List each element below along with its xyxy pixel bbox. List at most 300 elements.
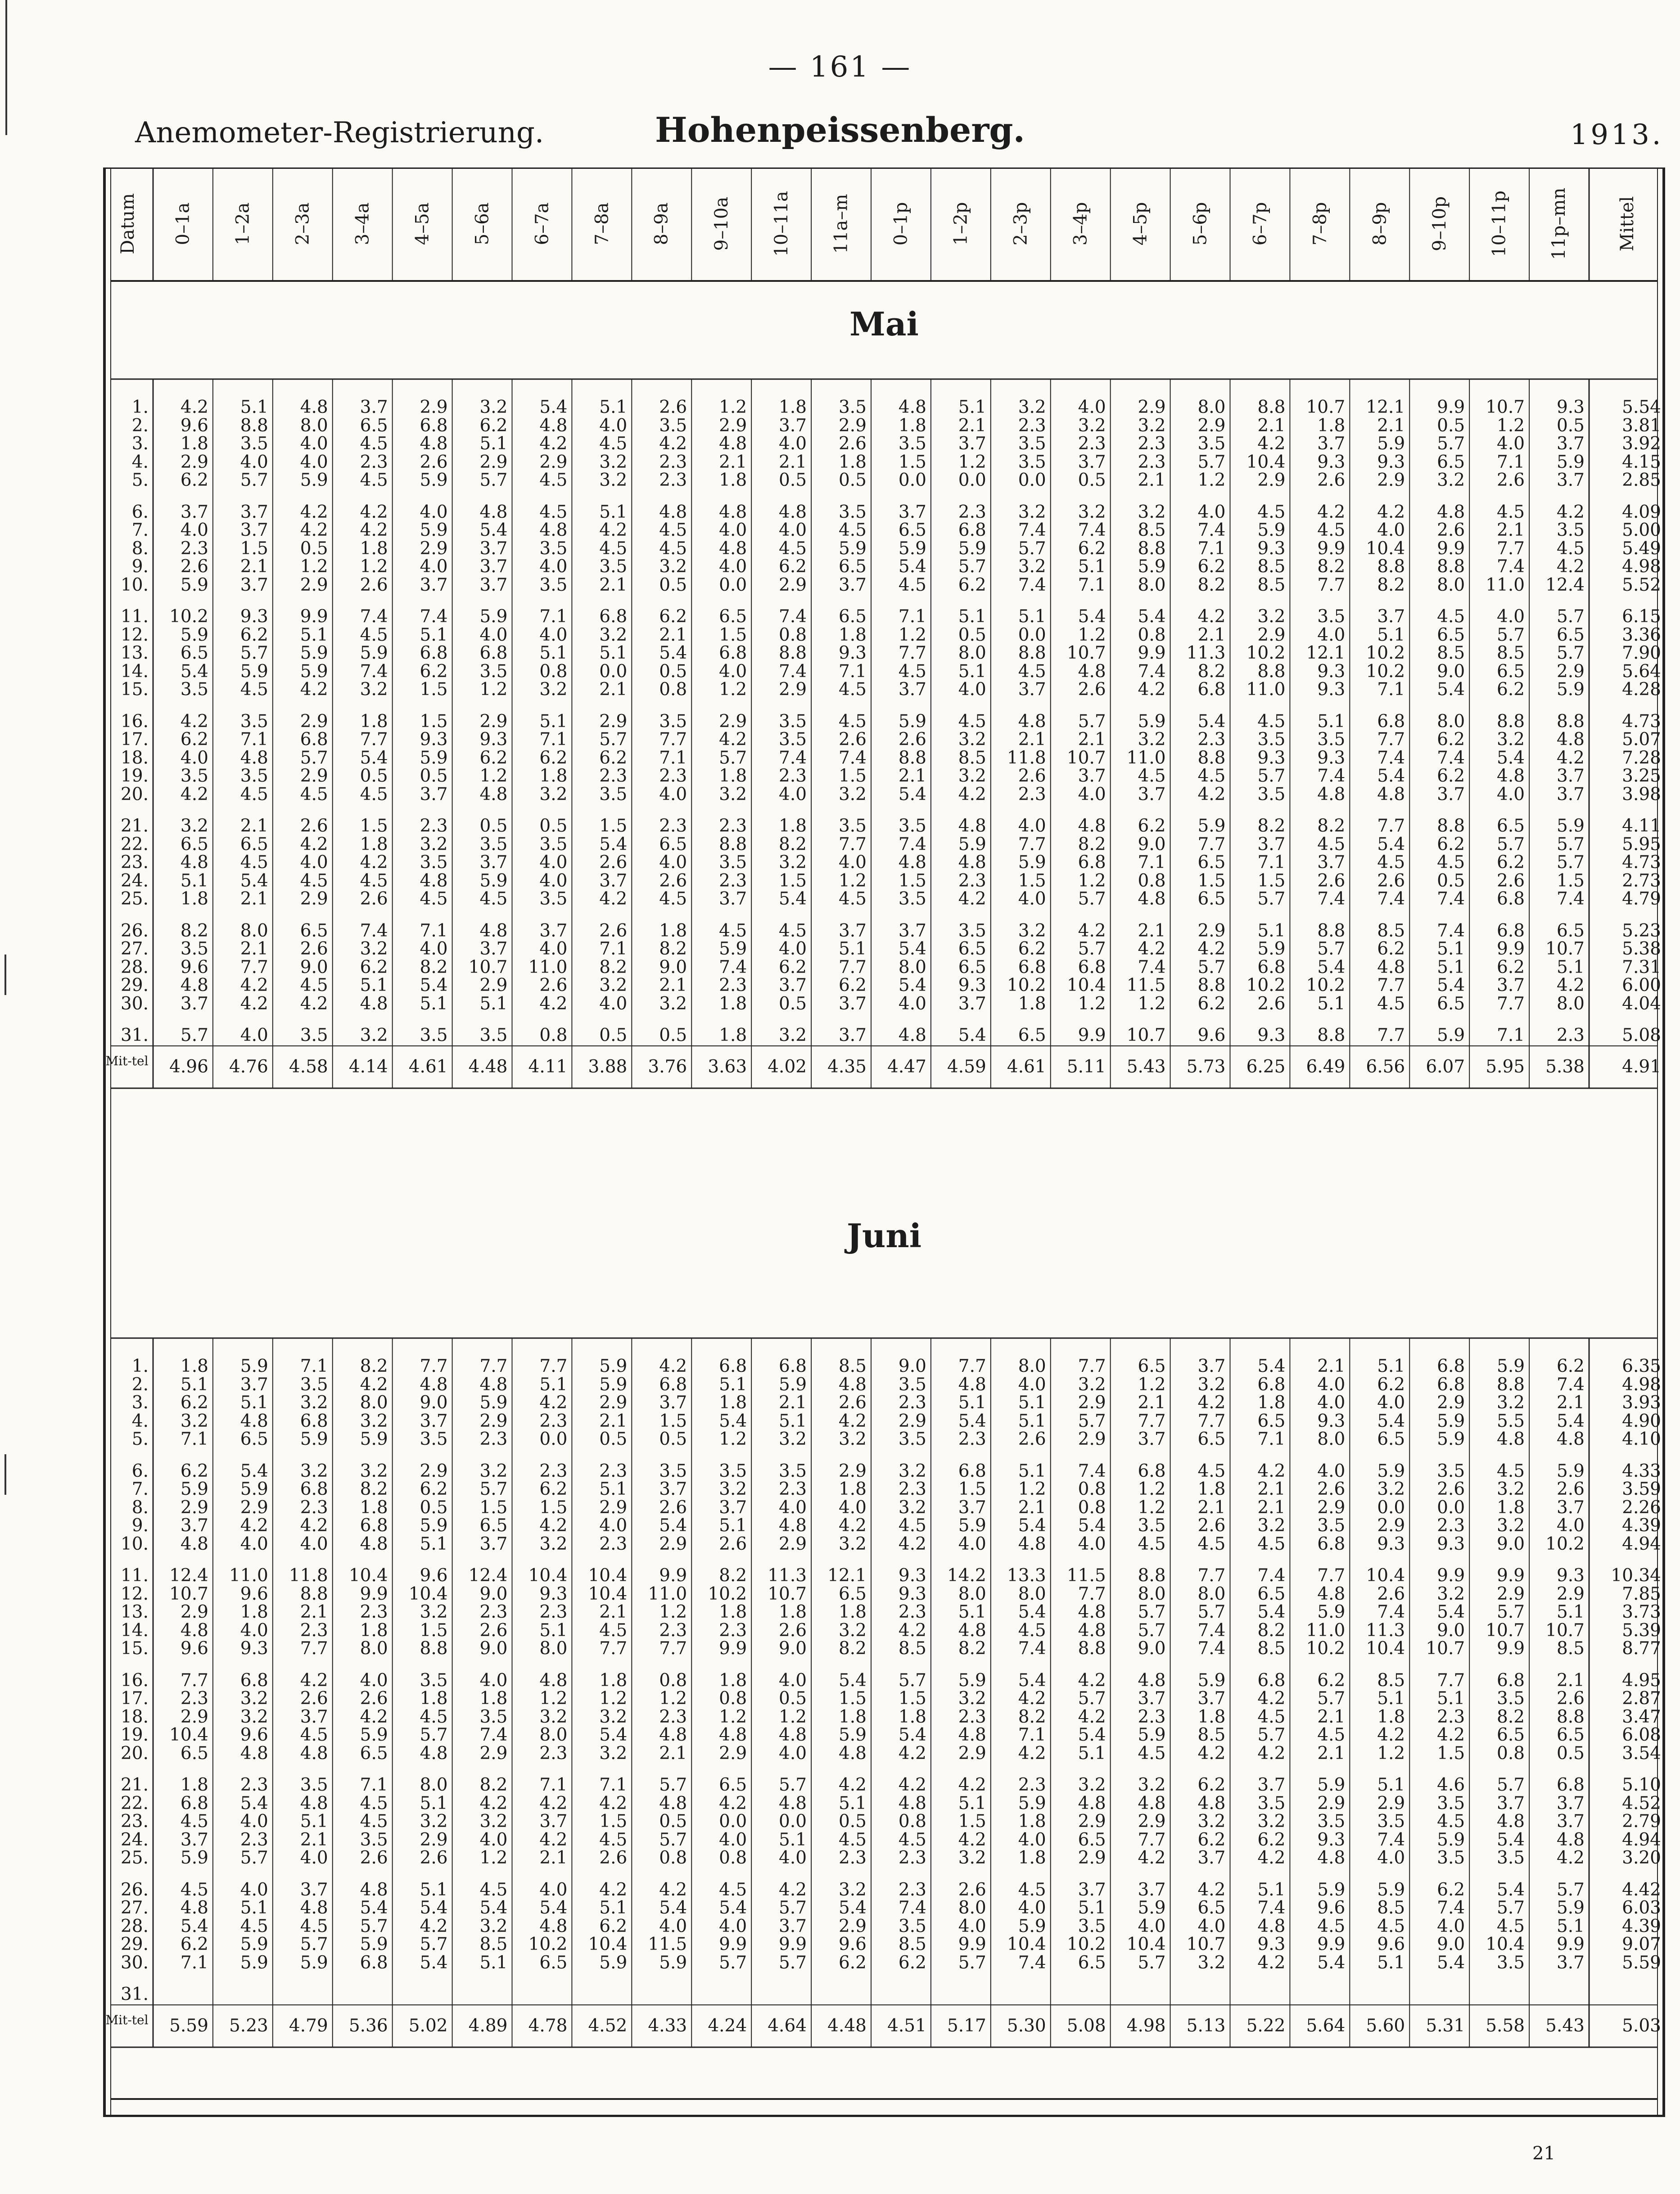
value-cell: 5.4: [898, 556, 926, 577]
value-cell: 5.7: [779, 1775, 807, 1795]
value-cell: 4.8: [240, 747, 268, 768]
mittel-cell: 4.79: [289, 2016, 328, 2036]
value-cell: 5.1: [420, 993, 448, 1014]
value-cell: 5.9: [599, 1356, 628, 1376]
value-cell: 2.3: [1138, 1706, 1166, 1727]
value-cell: 5.4: [599, 1725, 628, 1745]
value-cell: 2.9: [1317, 1793, 1346, 1814]
value-cell: 0.5: [1556, 415, 1585, 436]
value-cell: 7.1: [539, 606, 568, 627]
value-cell: 5.9: [180, 624, 208, 645]
value-cell: 2.3: [659, 1706, 687, 1727]
value-cell: 2.1: [240, 556, 268, 577]
value-cell: 8.2: [1317, 556, 1346, 577]
value-cell: 7.4: [1257, 1898, 1286, 1918]
value-cell: 3.7: [1556, 784, 1585, 805]
value-cell: 4.8: [420, 1743, 448, 1764]
mittel-cell: 4.59: [947, 1057, 986, 1077]
value-cell: 0.5: [779, 1688, 807, 1709]
value-cell: 10.2: [1007, 975, 1046, 995]
value-cell: 3.5: [300, 1374, 328, 1395]
value-cell: 6.2: [1138, 816, 1166, 836]
value-cell: 11.8: [289, 1565, 328, 1586]
value-cell: 1.2: [719, 1706, 747, 1727]
value-cell: 4.0: [1317, 1461, 1346, 1481]
date-cell: 15.: [120, 679, 149, 700]
value-cell: 8.5: [1257, 575, 1286, 595]
value-cell: 6.5: [240, 1429, 268, 1449]
mittel-cell: 5.30: [1007, 2016, 1046, 2036]
value-cell: 3.5: [1197, 434, 1226, 454]
value-cell: 2.3: [779, 766, 807, 786]
value-cell: 7.4: [1377, 1602, 1405, 1622]
value-cell: 6.2: [1437, 1879, 1465, 1900]
value-cell: 7.1: [1257, 852, 1286, 873]
value-cell: 0.0: [599, 661, 628, 682]
value-cell: 2.3: [1437, 1515, 1465, 1536]
date-cell: 2.: [131, 1374, 149, 1395]
value-cell: 5.4: [1078, 1515, 1106, 1536]
date-cell: 18.: [120, 1706, 149, 1727]
value-cell: 5.7: [1437, 434, 1465, 454]
value-cell: 9.3: [1317, 661, 1346, 682]
value-cell: 3.7: [779, 1916, 807, 1936]
value-cell: 6.2: [599, 747, 628, 768]
value-cell: 1.2: [1138, 993, 1166, 1014]
value-cell: 4.0: [779, 434, 807, 454]
value-cell: 5.4: [1257, 1356, 1286, 1376]
value-cell: 10.2: [1246, 975, 1286, 995]
value-cell: 5.7: [1556, 643, 1585, 663]
value-cell: 8.5: [1377, 1670, 1405, 1691]
value-cell: 6.5: [1556, 920, 1585, 941]
value-cell: 3.5: [898, 1916, 926, 1936]
value-cell: 7.7: [1197, 1565, 1226, 1586]
value-cell: 8.0: [1138, 575, 1166, 595]
value-cell: 4.8: [180, 852, 208, 873]
value-cell: 4.0: [420, 502, 448, 522]
value-cell: 7.7: [838, 957, 867, 977]
value-cell: 3.7: [719, 889, 747, 909]
value-cell: 5.1: [1377, 1952, 1405, 1973]
value-cell: 5.1: [599, 502, 628, 522]
date-cell: 27.: [120, 939, 149, 959]
value-cell: 7.4: [360, 606, 388, 627]
value-cell: 9.6: [180, 415, 208, 436]
value-cell: 5.9: [479, 606, 508, 627]
value-cell: 6.8: [599, 606, 628, 627]
value-cell: 4.0: [1497, 784, 1525, 805]
value-cell: 1.5: [599, 1811, 628, 1832]
section-title-mai: Mai: [849, 305, 919, 343]
mittel-cell: 5.02: [408, 2016, 448, 2036]
value-cell: 4.0: [1078, 397, 1106, 417]
value-cell: 8.8: [1377, 556, 1405, 577]
mittel-cell: 5.64: [1306, 2016, 1346, 2036]
value-cell: 7.4: [420, 606, 448, 627]
value-cell: 3.2: [420, 834, 448, 855]
value-cell: 3.2: [479, 1461, 508, 1481]
date-cell: 20.: [120, 784, 149, 805]
value-cell: 3.7: [1317, 434, 1346, 454]
value-cell: 2.6: [1437, 520, 1465, 540]
value-cell: 3.5: [180, 939, 208, 959]
value-cell: 9.6: [838, 1934, 867, 1954]
value-cell: 2.3: [1078, 434, 1106, 454]
value-cell: 8.0: [958, 1583, 986, 1604]
margin-mark: [5, 1454, 6, 1495]
value-cell: 3.92: [1622, 434, 1661, 454]
value-cell: 5.9: [1317, 1775, 1346, 1795]
value-cell: 6.8: [180, 1793, 208, 1814]
value-cell: 5.9: [180, 1479, 208, 1499]
value-cell: 1.8: [838, 624, 867, 645]
value-cell: 4.8: [180, 975, 208, 995]
value-cell: 4.2: [719, 1793, 747, 1814]
value-cell: 2.3: [240, 1775, 268, 1795]
column-header: [887, 176, 914, 271]
value-cell: 4.2: [1556, 502, 1585, 522]
value-cell: 7.4: [1437, 920, 1465, 941]
value-cell: 5.9: [1377, 434, 1405, 454]
date-cell: 5.: [131, 1429, 149, 1449]
value-cell: 1.2: [719, 679, 747, 700]
value-cell: 5.9: [420, 520, 448, 540]
value-cell: 4.2: [1018, 1743, 1046, 1764]
value-cell: 3.2: [1018, 920, 1046, 941]
value-cell: 1.5: [539, 1497, 568, 1518]
value-cell: 4.0: [240, 452, 268, 472]
value-cell: 5.9: [300, 1952, 328, 1973]
value-cell: 2.1: [1138, 1393, 1166, 1413]
value-cell: 3.7: [479, 575, 508, 595]
value-cell: 8.5: [479, 1934, 508, 1954]
value-cell: 1.8: [719, 1025, 747, 1045]
value-cell: 1.2: [1018, 1479, 1046, 1499]
value-cell: 6.2: [360, 957, 388, 977]
value-cell: 3.7: [420, 575, 448, 595]
value-cell: 0.0: [539, 1429, 568, 1449]
value-cell: 5.4: [1317, 957, 1346, 977]
value-cell: 3.7: [599, 870, 628, 891]
date-cell: 10.: [120, 575, 149, 595]
value-cell: 4.5: [719, 1879, 747, 1900]
value-cell: 2.1: [659, 624, 687, 645]
mittel-row-label: Mit-tel: [105, 1054, 149, 1068]
value-cell: 5.1: [479, 1952, 508, 1973]
value-cell: 7.1: [180, 1952, 208, 1973]
value-cell: 4.8: [300, 1898, 328, 1918]
value-cell: 4.8: [360, 1879, 388, 1900]
column-header-label: 10–11p: [1489, 190, 1510, 257]
value-cell: 2.9: [420, 1461, 448, 1481]
value-cell: 10.7: [1066, 643, 1106, 663]
value-cell: 1.5: [719, 624, 747, 645]
column-header: [289, 176, 316, 271]
value-cell: 2.9: [838, 1461, 867, 1481]
value-cell: 4.95: [1622, 1670, 1661, 1691]
value-cell: 7.7: [1317, 1565, 1346, 1586]
date-cell: 29.: [120, 1934, 149, 1954]
value-cell: 2.9: [1377, 1515, 1405, 1536]
value-cell: 2.9: [420, 538, 448, 559]
value-cell: 5.7: [1138, 1952, 1166, 1973]
value-cell: 4.2: [1556, 1848, 1585, 1868]
value-cell: 1.5: [779, 870, 807, 891]
value-cell: 3.2: [1018, 556, 1046, 577]
value-cell: 1.5: [360, 816, 388, 836]
value-cell: 10.4: [588, 1583, 628, 1604]
value-cell: 2.9: [1257, 470, 1286, 490]
value-cell: 6.5: [1197, 1429, 1226, 1449]
value-cell: 2.3: [898, 1602, 926, 1622]
value-cell: 2.6: [659, 397, 687, 417]
value-cell: 3.5: [1317, 1811, 1346, 1832]
value-cell: 2.9: [719, 711, 747, 732]
value-cell: 5.7: [420, 1934, 448, 1954]
value-cell: 4.2: [1556, 556, 1585, 577]
value-cell: 6.5: [838, 1583, 867, 1604]
date-cell: 5.: [131, 470, 149, 490]
date-cell: 11.: [120, 1565, 149, 1586]
column-header: [1426, 176, 1453, 271]
value-cell: 7.4: [1138, 661, 1166, 682]
value-cell: 1.8: [838, 1602, 867, 1622]
value-cell: 2.6: [300, 816, 328, 836]
value-cell: 4.8: [1078, 816, 1106, 836]
mittel-cell: 5.23: [229, 2016, 268, 2036]
value-cell: 8.0: [958, 1898, 986, 1918]
value-cell: 2.3: [360, 1602, 388, 1622]
value-cell: 4.2: [898, 1620, 926, 1641]
value-cell: 5.1: [1377, 1775, 1405, 1795]
value-cell: 8.2: [1317, 816, 1346, 836]
value-cell: 4.8: [1437, 502, 1465, 522]
value-cell: 5.9: [180, 1848, 208, 1868]
value-cell: 4.2: [779, 1879, 807, 1900]
value-cell: 8.8: [1317, 1025, 1346, 1045]
value-cell: 5.4: [898, 784, 926, 805]
value-cell: 4.8: [779, 1515, 807, 1536]
value-cell: 2.3: [300, 1620, 328, 1641]
value-cell: 9.0: [300, 957, 328, 977]
value-cell: 3.2: [1138, 415, 1166, 436]
value-cell: 4.8: [1317, 1848, 1346, 1868]
value-cell: 4.2: [659, 434, 687, 454]
value-cell: 1.2: [898, 624, 926, 645]
value-cell: 0.8: [539, 661, 568, 682]
value-cell: 5.7: [240, 470, 268, 490]
value-cell: 4.8: [1138, 1793, 1166, 1814]
value-cell: 3.5: [1317, 729, 1346, 750]
margin-mark: [5, 955, 6, 995]
value-cell: 3.5: [898, 816, 926, 836]
value-cell: 4.94: [1622, 1534, 1661, 1554]
value-cell: 4.2: [479, 1793, 508, 1814]
value-cell: 5.1: [539, 1374, 568, 1395]
value-cell: 10.7: [468, 957, 508, 977]
value-cell: 4.2: [1078, 1706, 1106, 1727]
value-cell: 4.0: [300, 452, 328, 472]
date-cell: 25.: [120, 889, 149, 909]
value-cell: 2.9: [719, 1743, 747, 1764]
value-cell: 5.1: [599, 1898, 628, 1918]
value-cell: 4.8: [539, 520, 568, 540]
value-cell: 9.3: [420, 729, 448, 750]
value-cell: 11.0: [648, 1583, 687, 1604]
value-cell: 6.8: [719, 643, 747, 663]
value-cell: 9.9: [1497, 1565, 1525, 1586]
value-cell: 4.0: [1138, 1916, 1166, 1936]
value-cell: 3.2: [1197, 1374, 1226, 1395]
value-cell: 6.2: [180, 1934, 208, 1954]
value-cell: 3.5: [1018, 452, 1046, 472]
value-cell: 10.7: [1545, 1620, 1585, 1641]
value-cell: 7.1: [1257, 1429, 1286, 1449]
value-cell: 5.7: [1078, 1688, 1106, 1709]
value-cell: 3.7: [1556, 1497, 1585, 1518]
value-cell: 4.0: [1437, 1916, 1465, 1936]
value-cell: 5.9: [838, 1725, 867, 1745]
value-cell: 4.2: [1377, 1725, 1405, 1745]
value-cell: 2.6: [1497, 470, 1525, 490]
value-cell: 7.4: [360, 661, 388, 682]
value-cell: 2.3: [1138, 434, 1166, 454]
value-cell: 0.8: [898, 1811, 926, 1832]
column-header-label: 11p–mn: [1549, 187, 1570, 260]
value-cell: 6.2: [1377, 1374, 1405, 1395]
value-cell: 3.7: [180, 1515, 208, 1536]
value-cell: 9.6: [240, 1583, 268, 1604]
value-cell: 10.7: [1486, 1620, 1525, 1641]
value-cell: 5.7: [479, 1479, 508, 1499]
year-label: 1913.: [1570, 118, 1664, 151]
value-cell: 2.1: [1317, 1356, 1346, 1376]
value-cell: 2.1: [1377, 415, 1405, 436]
mittel-cell: 3.76: [648, 1057, 687, 1077]
value-cell: 5.1: [838, 1793, 867, 1814]
value-cell: 6.8: [1556, 1775, 1585, 1795]
value-cell: 7.7: [1377, 975, 1405, 995]
value-cell: 4.0: [779, 1497, 807, 1518]
margin-mark: [5, 0, 7, 135]
value-cell: 5.9: [1138, 556, 1166, 577]
value-cell: 9.6: [1197, 1025, 1226, 1045]
value-cell: 4.0: [838, 1497, 867, 1518]
value-cell: 5.4: [1437, 679, 1465, 700]
mittel-cell: 5.17: [947, 2016, 986, 2036]
value-cell: 5.1: [240, 397, 268, 417]
value-cell: 5.1: [1556, 1602, 1585, 1622]
column-header: [1067, 176, 1094, 271]
value-cell: 1.2: [300, 556, 328, 577]
value-cell: 4.2: [1257, 434, 1286, 454]
value-cell: 1.8: [1497, 1497, 1525, 1518]
value-cell: 3.2: [958, 1848, 986, 1868]
value-cell: 1.2: [1078, 993, 1106, 1014]
value-cell: 3.2: [599, 470, 628, 490]
value-cell: 4.2: [180, 397, 208, 417]
value-cell: 5.7: [659, 1775, 687, 1795]
value-cell: 5.9: [180, 575, 208, 595]
value-cell: 0.0: [719, 1811, 747, 1832]
value-cell: 8.5: [1257, 556, 1286, 577]
value-cell: 9.3: [1377, 452, 1405, 472]
value-cell: 8.8: [300, 1583, 328, 1604]
value-cell: 5.7: [1556, 606, 1585, 627]
value-cell: 2.3: [958, 870, 986, 891]
mittel-cell: 5.03: [1622, 2016, 1661, 2036]
value-cell: 4.0: [300, 1848, 328, 1868]
value-cell: 5.9: [1556, 452, 1585, 472]
value-cell: 5.1: [479, 434, 508, 454]
value-cell: 4.0: [719, 1916, 747, 1936]
value-cell: 3.7: [1197, 1848, 1226, 1868]
value-cell: 3.2: [1018, 397, 1046, 417]
value-cell: 10.34: [1611, 1565, 1661, 1586]
value-cell: 4.0: [240, 1025, 268, 1045]
value-cell: 7.1: [240, 729, 268, 750]
value-cell: 4.2: [240, 1515, 268, 1536]
value-cell: 0.5: [599, 1025, 628, 1045]
value-cell: 6.5: [1497, 1725, 1525, 1745]
value-cell: 4.0: [1377, 1393, 1405, 1413]
value-cell: 7.28: [1622, 747, 1661, 768]
value-cell: 7.85: [1622, 1583, 1661, 1604]
value-cell: 8.0: [539, 1725, 568, 1745]
value-cell: 5.1: [1018, 1411, 1046, 1431]
date-cell: 28.: [120, 1916, 149, 1936]
value-cell: 6.5: [958, 939, 986, 959]
value-cell: 5.9: [1197, 1670, 1226, 1691]
value-cell: 3.7: [1556, 434, 1585, 454]
value-cell: 8.0: [360, 1638, 388, 1659]
value-cell: 3.5: [1437, 1461, 1465, 1481]
value-cell: 5.1: [420, 1879, 448, 1900]
value-cell: 4.2: [898, 1775, 926, 1795]
value-cell: 4.5: [659, 889, 687, 909]
column-header: [828, 176, 855, 271]
value-cell: 5.4: [958, 1411, 986, 1431]
value-cell: 3.7: [1138, 784, 1166, 805]
value-cell: 0.0: [1437, 1497, 1465, 1518]
value-cell: 5.9: [898, 538, 926, 559]
value-cell: 1.2: [779, 1706, 807, 1727]
value-cell: 3.5: [898, 1374, 926, 1395]
value-cell: 6.5: [1437, 624, 1465, 645]
value-cell: 5.7: [1078, 711, 1106, 732]
value-cell: 7.4: [1437, 889, 1465, 909]
value-cell: 3.5: [898, 889, 926, 909]
value-cell: 5.4: [180, 1916, 208, 1936]
value-cell: 7.4: [838, 747, 867, 768]
value-cell: 8.5: [1257, 1638, 1286, 1659]
value-cell: 3.59: [1622, 1479, 1661, 1499]
value-cell: 6.2: [838, 1952, 867, 1973]
value-cell: 5.7: [1497, 624, 1525, 645]
value-cell: 9.6: [420, 1565, 448, 1586]
value-cell: 2.6: [1197, 1515, 1226, 1536]
value-cell: 3.7: [360, 397, 388, 417]
value-cell: 5.1: [1257, 1879, 1286, 1900]
value-cell: 4.15: [1622, 452, 1661, 472]
value-cell: 0.5: [1556, 1743, 1585, 1764]
date-cell: 28.: [120, 957, 149, 977]
value-cell: 5.7: [1197, 452, 1226, 472]
value-cell: 4.0: [719, 661, 747, 682]
value-cell: 7.4: [1556, 889, 1585, 909]
value-cell: 9.3: [240, 606, 268, 627]
